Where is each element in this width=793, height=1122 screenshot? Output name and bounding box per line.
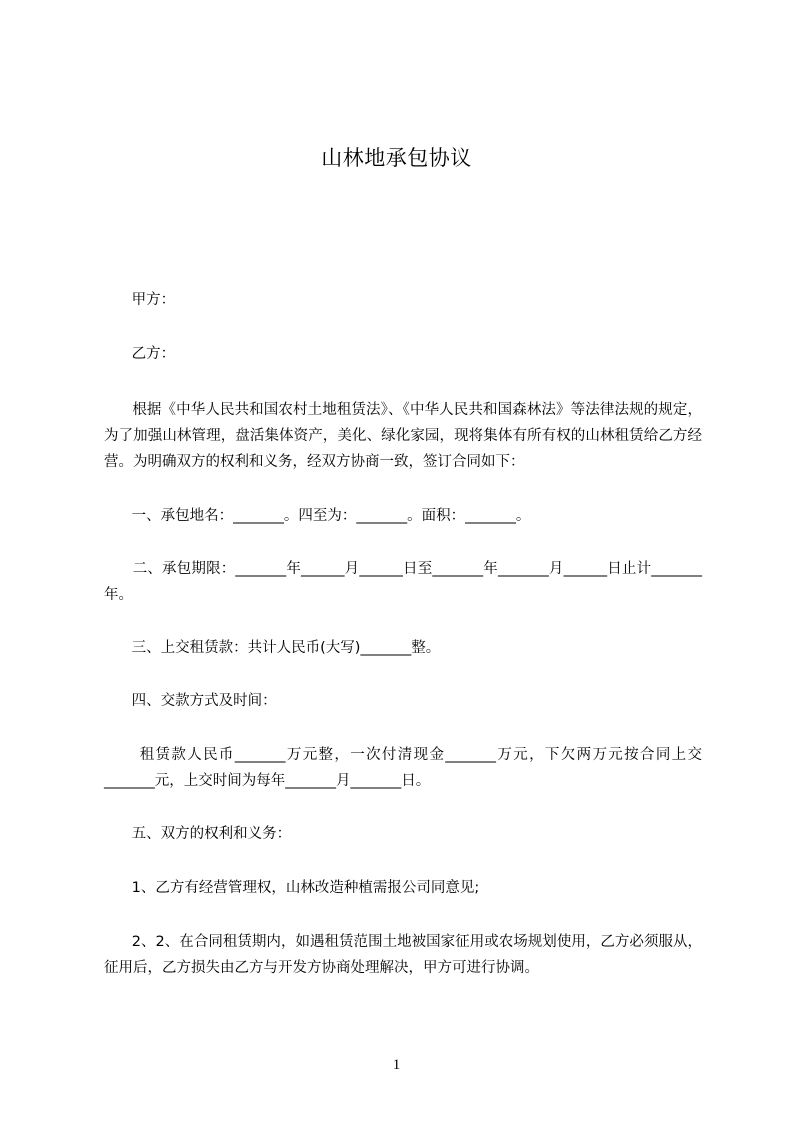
page-number: 1 [392, 1057, 401, 1073]
clause-5-item-1: 1、乙方有经营管理权，山林改造种植需报公司同意见; [104, 880, 480, 896]
intro-paragraph: 根据《中华人民共和国农村土地租赁法》、《中华人民共和国森林法》等法律法规的规定，为了加强山林管理，盘活集体资产，美化、绿化家园，现将集体有所有权的山林租赁给乙方经营。为明确双方的权利和义务，经双方协商一致，签订合同如下： [104, 402, 703, 470]
party-a-line: 甲方： [104, 292, 176, 308]
clause-4-payment-detail: 租赁款人民币_______万元整，一次付清现金_______万元，下欠两万元按合同上交_______元，上交时间为每年_______月_______日。 [104, 747, 703, 789]
clause-1-contract-land: 一、承包地名：_______。四至为：_______。面积：_______。 [104, 508, 531, 524]
clause-5-rights-heading: 五、双方的权利和义务： [104, 826, 292, 842]
clause-4-payment-heading: 四、交款方式及时间： [104, 693, 277, 709]
clause-2-contract-period: 二、承包期限：_______年______月______日至_______年_______月______日止计_______年。 [104, 561, 703, 603]
clause-5-item-2: 2、2、在合同租赁期内，如遇租赁范围土地被国家征用或农场规划使用，乙方必须服从，征用后，乙方损失由乙方与开发方协商处理解决，甲方可进行协调。 [104, 934, 703, 976]
party-b-line: 乙方： [104, 346, 176, 362]
document-title: 山林地承包协议 [321, 146, 472, 170]
clause-3-rent: 三、上交租赁款：共计人民币(大写)_______整。 [104, 640, 441, 656]
